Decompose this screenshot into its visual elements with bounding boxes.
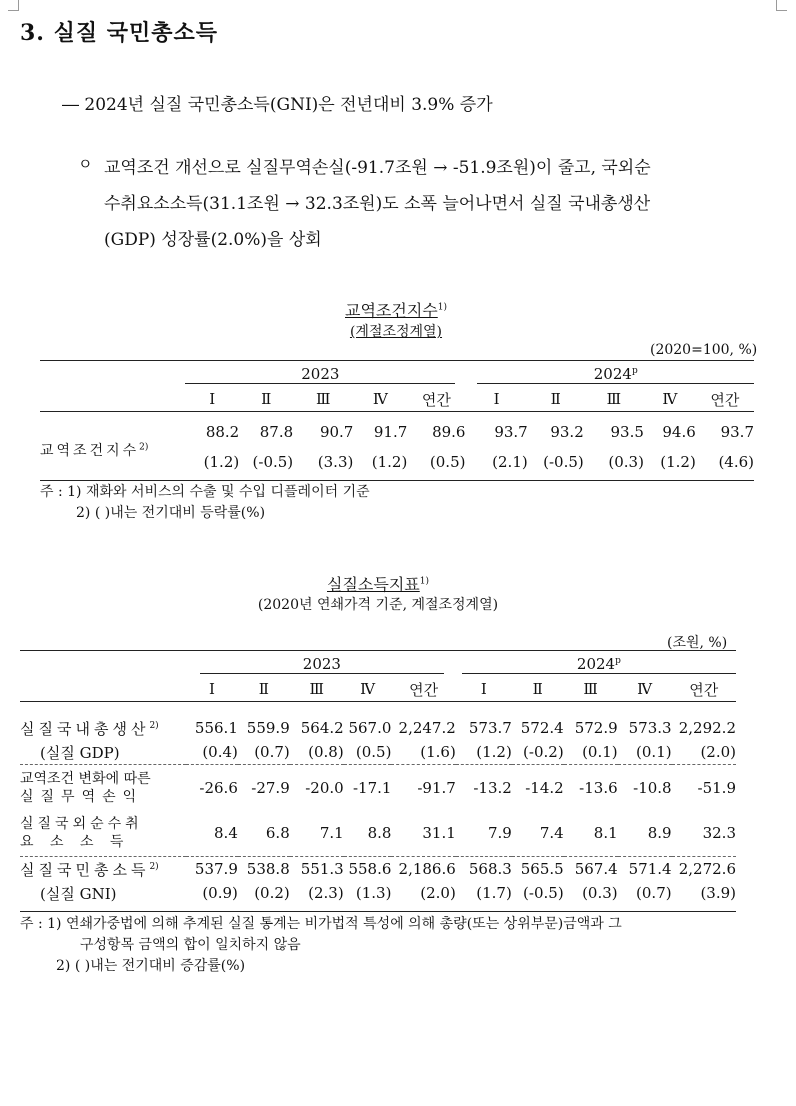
table2-quarter: Ⅲ — [583, 680, 598, 698]
table1-value: 89.6 — [432, 423, 466, 441]
table2-value: 565.5 — [520, 860, 564, 878]
table2-row-sublabel: (실질 GDP) — [40, 743, 120, 762]
table2-value: 559.9 — [246, 719, 290, 737]
table2-notes — [20, 914, 622, 977]
table2-value: 31.1 — [422, 824, 456, 843]
summary-line: ― 2024년 실질 국민총소득(GNI)은 전년대비 3.9% 증가 — [62, 95, 493, 115]
table1-year-2023: 2023 — [185, 365, 455, 384]
table2-title-note: 1) — [419, 576, 429, 587]
table2-quarter: Ⅰ — [480, 680, 487, 698]
table2-value: 568.3 — [468, 860, 512, 878]
table1-value: 93.2 — [550, 423, 584, 441]
table2-quarter: 연간 — [409, 680, 439, 699]
table1-bottom-rule — [40, 480, 754, 481]
table1-value: 90.7 — [319, 423, 354, 441]
paragraph-line: 수취요소소득(31.1조원 → 32.3조원)도 소폭 늘어나면서 실질 국내총생산 — [104, 194, 651, 214]
table2-year-2024-cell — [456, 651, 736, 677]
table2-value: 538.8 — [246, 860, 290, 878]
table1-quarter: Ⅱ — [550, 390, 561, 408]
table2-change: (2.3) — [308, 884, 344, 902]
table1-notes — [40, 482, 370, 524]
table2-quarter: Ⅳ — [637, 680, 653, 698]
table2-row-label-note: 2) — [149, 861, 159, 872]
table2-value: -13.2 — [473, 778, 512, 797]
table2-quarter: Ⅳ — [360, 680, 376, 698]
table2-row-sublabel: (실질 GNI) — [40, 884, 117, 903]
table2-change: (2.0) — [420, 884, 456, 902]
table1-value: 88.2 — [205, 423, 240, 441]
table1-title-text: 교역조건지수 — [345, 301, 438, 320]
table1-value: 94.6 — [662, 423, 696, 441]
table2-change: (1.2) — [476, 743, 512, 761]
table2-value: -10.8 — [633, 778, 672, 797]
table1-quarter: Ⅳ — [372, 390, 388, 408]
table2-value: 8.1 — [593, 824, 618, 843]
table2-row-label — [20, 716, 186, 740]
table2-note: 구성항목 금액의 합이 일치하지 않음 — [80, 937, 301, 953]
summary-paragraph — [104, 150, 776, 258]
table2-value: 8.4 — [214, 824, 238, 843]
table2 — [20, 651, 736, 905]
table2-value: 573.7 — [468, 719, 512, 737]
table2-value: -91.7 — [417, 778, 456, 797]
table2-change: (0.9) — [202, 884, 238, 902]
table1-year-2023-cell — [185, 361, 465, 387]
table2-row-label-text: 실질국민총소득 — [20, 860, 150, 879]
table2-year-2024-text: 2024 — [576, 654, 616, 673]
table2-value: 556.1 — [194, 719, 238, 737]
table2-change: (2.0) — [700, 743, 736, 761]
table2-value: 7.1 — [319, 824, 344, 843]
table1-quarter: Ⅰ — [493, 390, 500, 408]
table1-quarter: Ⅰ — [209, 390, 216, 408]
table2-quarter: 연간 — [689, 680, 719, 699]
table2-change: (0.7) — [254, 743, 290, 761]
table2-row-label — [20, 765, 186, 811]
table2-change: (0.3) — [582, 884, 618, 902]
table1-change: (-0.5) — [252, 453, 294, 471]
table1-row-label-note: 2) — [139, 442, 149, 453]
table2-quarter: Ⅲ — [309, 680, 324, 698]
table2-row-label — [20, 811, 186, 857]
table2-value: 572.9 — [574, 719, 618, 737]
table2-row-label — [20, 857, 186, 882]
table2-value: 8.9 — [647, 824, 672, 843]
table1-quarter: 연간 — [421, 390, 451, 409]
table2-value: 567.0 — [348, 719, 392, 737]
table1-change: (1.2) — [203, 453, 240, 471]
table2-row-sublabel: 요 소 소 득 — [20, 834, 130, 851]
table1-title — [296, 298, 496, 321]
table1-value: 91.7 — [373, 423, 408, 441]
table1-note: 2) ( )내는 전기대비 등락률(%) — [76, 505, 266, 521]
table1-value: 93.5 — [610, 423, 644, 441]
paragraph-line: (GDP) 성장률(2.0%)을 상회 — [104, 230, 322, 250]
table2-value: -27.9 — [251, 778, 290, 797]
paragraph-line: 교역조건 개선으로 실질무역손실(-91.7조원 → -51.9조원)이 줄고, 국외순 — [104, 158, 651, 178]
table2-year-2023: 2023 — [200, 655, 444, 674]
table1-quarter: Ⅲ — [316, 390, 331, 408]
table2-value: 573.3 — [628, 719, 672, 737]
page-corner-mark-left — [8, 0, 19, 11]
table2-value: -20.0 — [305, 778, 344, 797]
table2-change: (-0.2) — [523, 743, 564, 761]
table2-quarter: Ⅱ — [532, 680, 543, 698]
table2-subtitle: (2020년 연쇄가격 기준, 계절조정계열) — [257, 597, 499, 613]
table2-value: 2,272.6 — [678, 860, 736, 878]
table1-quarter: Ⅱ — [261, 390, 272, 408]
table1-title-note: 1) — [437, 302, 447, 313]
table2-value: -51.9 — [697, 778, 736, 797]
table1-change: (0.3) — [608, 453, 644, 471]
table1-change: (-0.5) — [543, 453, 584, 471]
table1-row-label — [40, 420, 185, 480]
table2-unit: (조원, %) — [667, 635, 728, 651]
table2-row-label-text: 실질국외순수취 — [20, 816, 143, 833]
table1-value: 93.7 — [720, 423, 754, 441]
table1-change: (2.1) — [492, 453, 528, 471]
table1-year-2024-text: 2024 — [593, 364, 632, 383]
table2-value: 571.4 — [628, 860, 672, 878]
table2-value: 572.4 — [520, 719, 564, 737]
section-heading: 3. 실질 국민총소득 — [20, 20, 219, 46]
table1-change: (1.2) — [371, 453, 408, 471]
table1 — [40, 361, 754, 480]
table2-row-sublabel: 실질무역손익 — [20, 788, 144, 805]
table2-value: 558.6 — [348, 860, 392, 878]
table2-value: 564.2 — [300, 719, 344, 737]
table2-year-2024 — [462, 655, 736, 674]
table2-value: 2,292.2 — [678, 719, 736, 737]
table2-value: 32.3 — [702, 824, 736, 843]
table1-year-2024-cell — [465, 361, 754, 387]
table1-change: (0.5) — [429, 453, 466, 471]
table2-year-2024-sup: p — [615, 655, 621, 666]
table2-value: 537.9 — [194, 860, 238, 878]
table2-change: (0.5) — [355, 743, 392, 761]
table2-value: 7.4 — [539, 824, 564, 843]
table2-change: (0.1) — [582, 743, 618, 761]
table1-note: 주 : 1) 재화와 서비스의 수출 및 수입 디플레이터 기준 — [40, 484, 370, 500]
table2-value: -13.6 — [579, 778, 618, 797]
table1-value: 93.7 — [494, 423, 528, 441]
table2-change: (0.2) — [254, 884, 290, 902]
table2-change: (0.7) — [636, 884, 672, 902]
table2-title — [278, 572, 478, 595]
table1-year-2024-sup: p — [631, 365, 638, 376]
bullet-marker: ㅇ — [78, 155, 93, 173]
table2-change: (-0.5) — [523, 884, 564, 902]
table2-value: 7.9 — [487, 824, 512, 843]
table2-change: (0.8) — [308, 743, 344, 761]
table2-value: -17.1 — [352, 778, 392, 797]
table2-note: 2) ( )내는 전기대비 증감률(%) — [56, 958, 246, 974]
table1-value: 87.8 — [259, 423, 294, 441]
table2-value: 567.4 — [574, 860, 618, 878]
table2-value: 6.8 — [265, 824, 290, 843]
table2-title-text: 실질소득지표 — [327, 575, 420, 594]
table2-bottom-rule — [20, 911, 736, 912]
table2-row-label-note: 2) — [149, 720, 159, 731]
table2-quarter: Ⅰ — [208, 680, 215, 698]
table2-quarter: Ⅱ — [258, 680, 269, 698]
table1-quarter: Ⅳ — [662, 390, 678, 408]
page-corner-mark-right — [776, 0, 787, 11]
table2-value: 2,186.6 — [398, 860, 456, 878]
table2-note: 주 : 1) 연쇄가중법에 의해 추계된 실질 통계는 비가법적 특성에 의해 총량(또는 상위부문)금액과 그 — [20, 916, 622, 932]
table1-quarter: 연간 — [710, 390, 740, 409]
table2-row-label-text: 교역조건 변화에 따른 — [20, 770, 151, 787]
table2-year-2023-cell — [186, 651, 456, 677]
table2-change: (1.3) — [355, 884, 392, 902]
table1-change: (3.3) — [317, 453, 354, 471]
table2-value: 551.3 — [300, 860, 344, 878]
table1-quarter: Ⅲ — [606, 390, 622, 408]
table1-unit: (2020=100, %) — [650, 342, 758, 358]
table2-value: -14.2 — [525, 778, 564, 797]
table2-change: (0.4) — [202, 743, 238, 761]
table2-change: (0.1) — [636, 743, 672, 761]
table2-value: 8.8 — [367, 824, 392, 843]
table1-change: (1.2) — [660, 453, 696, 471]
table2-change: (3.9) — [700, 884, 736, 902]
table1-year-2024 — [477, 365, 754, 384]
table2-value: 2,247.2 — [398, 719, 456, 737]
table1-row-label-text: 교역조건지수 — [40, 443, 140, 459]
table2-change: (1.7) — [476, 884, 512, 902]
table2-change: (1.6) — [420, 743, 456, 761]
table1-subtitle: (계절조정계열) — [349, 324, 443, 340]
table1-change: (4.6) — [718, 453, 754, 471]
table2-value: -26.6 — [199, 778, 238, 797]
table2-row-label-text: 실질국내총생산 — [20, 719, 150, 738]
